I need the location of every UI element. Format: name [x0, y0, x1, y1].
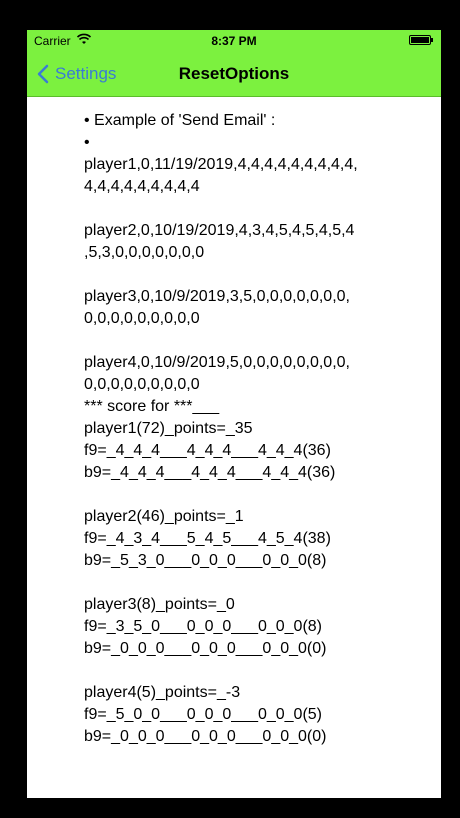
status-time: 8:37 PM — [211, 34, 257, 48]
back-button-label: Settings — [55, 64, 117, 83]
carrier-label: Carrier — [34, 34, 71, 48]
page-title: ResetOptions — [178, 64, 290, 83]
battery-icon — [409, 35, 431, 45]
status-bar — [27, 30, 441, 52]
navigation-bar — [27, 52, 441, 97]
email-example-text: • Example of 'Send Email' : • player1,0,11/19/2019,4,4,4,4,4,4,4,4,4, 4,4,4,4,4,4,4,4,4 player2,0,10/19/2019,4,3,4,5,4,5,4,5,4 ,5,3,0,0,0,0,0,0,0 player3,0,10/9/2019,3,5,0,0,0,0,0,0,0, 0,0,0,0,0,0,0,0,0 player4,0,10/9/2019,5,0,0,0,0,0,0,0,0, 0,0,0,0,0,0,0,0,0 *** score for ***___ player1(72)_points=_35 f9=_4_4_4___4_4_4___4_4_4(36) b9=_4_4_4___4_4_4___4_4_4(36) player2(46)_points=_1 f9=_4_3_4___5_4_5___4_5_4(38) b9=_5_3_0___0_0_0___0_0_0(8) player3(8)_points=_0 f9=_3_5_0___0_0_0___0_0_0(8) b9=_0_0_0___0_0_0___0_0_0(0) player4(5)_points=_-3 f9=_5_0_0___0_0_0___0_0_0(5) b9=_0_0_0___0_0_0___0_0_0(0) — [84, 112, 358, 745]
phone-screen — [27, 30, 441, 798]
